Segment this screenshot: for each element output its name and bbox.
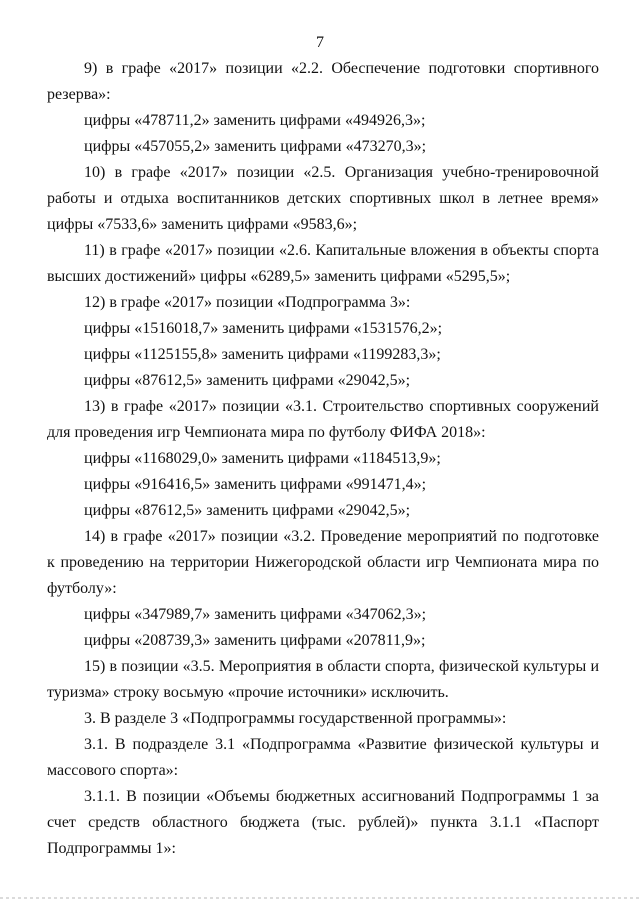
scan-bottom-edge [0, 897, 640, 899]
paragraph-replace-8: цифры «87612,5» заменить цифрами «29042,5»; [84, 502, 411, 519]
paragraph-replace-10: цифры «208739,3» заменить цифрами «207811,9»; [84, 632, 426, 649]
paragraph-item-14: 14) в графе «2017» позиции «3.2. Проведение мероприятий по подготовке к проведению на территории Нижегородской области игр Чемпионата мира по футболу»: [47, 528, 599, 597]
paragraph-replace-3: цифры «1516018,7» заменить цифрами «1531576,2»; [84, 320, 443, 337]
paragraph-replace-2: цифры «457055,2» заменить цифрами «473270,3»; [84, 138, 427, 155]
paragraph-item-13: 13) в графе «2017» позиции «3.1. Строительство спортивных сооружений для проведения игр Чемпионата мира по футболу ФИФА 2018»: [47, 398, 599, 441]
page-number: 7 [316, 34, 324, 51]
paragraph-item-9: 9) в графе «2017» позиции «2.2. Обеспечение подготовки спортивного резерва»: [47, 60, 599, 103]
paragraph-item-15: 15) в позиции «3.5. Мероприятия в области спорта, физической культуры и туризма» строку восьмую «прочие источники» исключить. [47, 658, 599, 701]
paragraph-replace-4: цифры «1125155,8» заменить цифрами «1199283,3»; [84, 346, 441, 363]
document-body [47, 56, 599, 862]
paragraph-replace-1: цифры «478711,2» заменить цифрами «494926,3»; [84, 112, 426, 129]
paragraph-replace-6: цифры «1168029,0» заменить цифрами «1184513,9»; [84, 450, 441, 467]
paragraph-replace-7: цифры «916416,5» заменить цифрами «991471,4»; [84, 476, 427, 493]
paragraph-section-3-1: 3.1. В подразделе 3.1 «Подпрограмма «Развитие физической культуры и массового спорта»: [47, 736, 599, 779]
paragraph-item-10: 10) в графе «2017» позиции «2.5. Организация учебно-тренировочной работы и отдыха воспитанников детских спортивных школ в летнее время» цифры «7533,6» заменить цифрами «9583,6»; [47, 164, 599, 233]
paragraph-replace-5: цифры «87612,5» заменить цифрами «29042,5»; [84, 372, 411, 389]
paragraph-replace-9: цифры «347989,7» заменить цифрами «347062,3»; [84, 606, 427, 623]
paragraph-section-3: 3. В разделе 3 «Подпрограммы государственной программы»: [84, 710, 507, 727]
paragraph-item-12: 12) в графе «2017» позиции «Подпрограмма 3»: [84, 294, 411, 311]
paragraph-item-11: 11) в графе «2017» позиции «2.6. Капитальные вложения в объекты спорта высших достижений» цифры «6289,5» заменить цифрами «5295,5»; [47, 242, 599, 285]
paragraph-section-3-1-1: 3.1.1. В позиции «Объемы бюджетных ассигнований Подпрограммы 1 за счет средств областного бюджета (тыс. рублей)» пункта 3.1.1 «Паспорт Подпрограммы 1»: [47, 788, 599, 857]
